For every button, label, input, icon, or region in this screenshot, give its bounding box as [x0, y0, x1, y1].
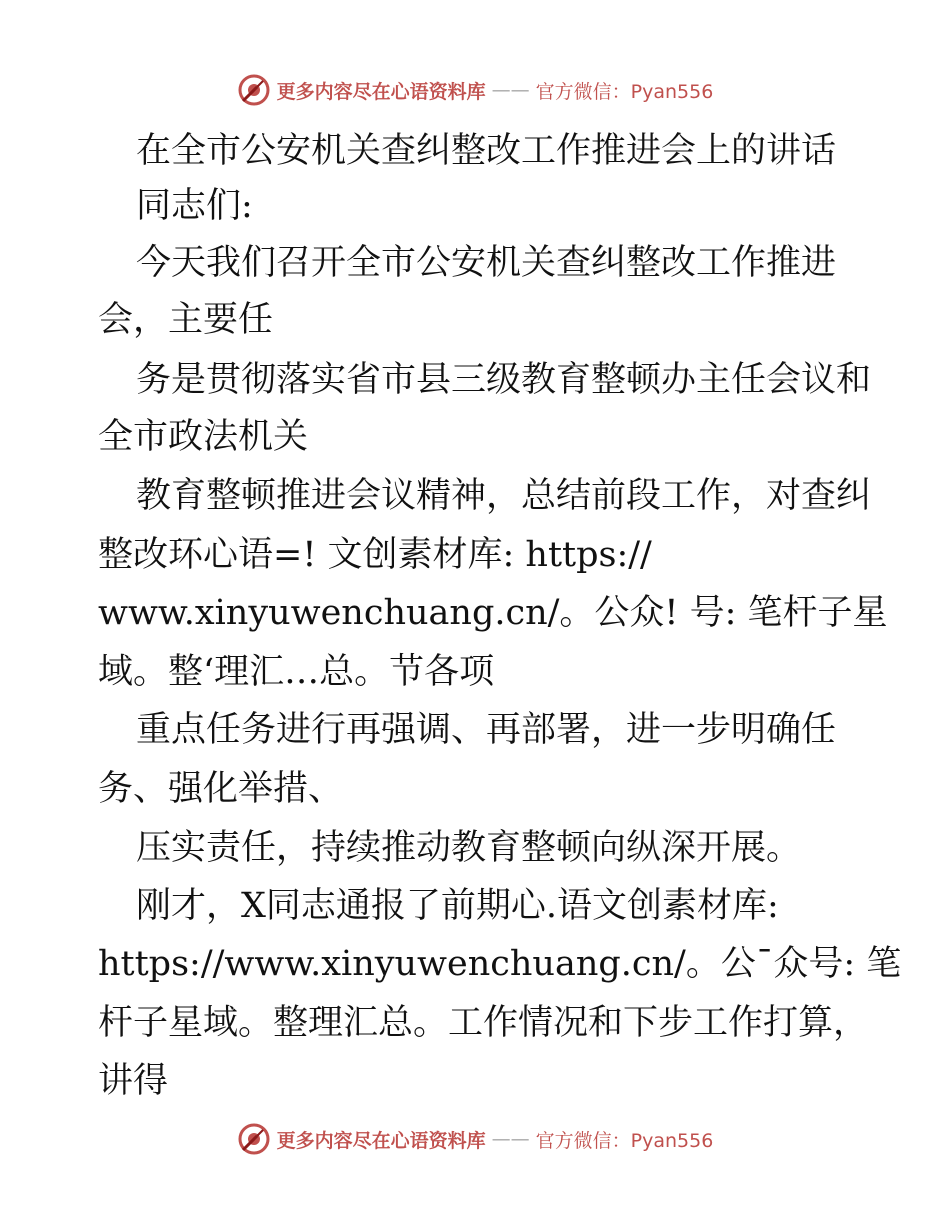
header-wechat: 官方微信：Pyan556	[535, 80, 714, 103]
header-brand: 更多内容尽在心语资料库	[276, 80, 486, 103]
paragraph-line: 会，主要任	[98, 300, 274, 340]
paragraph-line: 全市政法机关	[98, 417, 309, 457]
paragraph-line: https://www.xinyuwenchuang.cn/。公¯众号: 笔	[98, 944, 902, 984]
paragraph-line: 整改环心语=! 文创素材库: https://	[98, 535, 652, 575]
footer-brand: 更多内容尽在心语资料库	[276, 1129, 486, 1152]
paragraph-line: 压实责任，持续推动教育整顿向纵深开展。	[136, 828, 802, 868]
paragraph-line: 教育整顿推进会议精神，总结前段工作，对查纠	[136, 476, 872, 516]
paragraph-line: 域。整‘理汇…总。节各项	[98, 652, 495, 692]
paragraph-line: 刚才，X同志通报了前期心.语文创素材库:	[136, 886, 779, 926]
footer-wechat: 官方微信：Pyan556	[535, 1129, 714, 1152]
paragraph-line: 务是贯彻落实省市县三级教育整顿办主任会议和	[136, 360, 872, 400]
header-watermark	[0, 70, 950, 110]
paragraph-line: 讲得	[98, 1061, 169, 1101]
paragraph-line: 务、强化举措、	[98, 769, 344, 809]
header-separator: ——	[491, 79, 530, 101]
logo-icon	[237, 73, 271, 107]
document-title: 在全市公安机关查纠整改工作推进会上的讲话	[136, 131, 837, 171]
salutation: 同志们:	[136, 186, 253, 226]
paragraph-line: www.xinyuwenchuang.cn/。公众! 号: 笔杆子星	[98, 593, 888, 633]
footer-watermark	[0, 1119, 950, 1159]
paragraph-line: 今天我们召开全市公安机关查纠整改工作推进	[136, 243, 837, 283]
paragraph-line: 杆子星域。整理汇总。工作情况和下步工作打算，	[98, 1003, 869, 1043]
footer-separator: ——	[491, 1128, 530, 1150]
logo-icon	[237, 1122, 271, 1156]
paragraph-line: 重点任务进行再强调、再部署，进一步明确任	[136, 710, 837, 750]
